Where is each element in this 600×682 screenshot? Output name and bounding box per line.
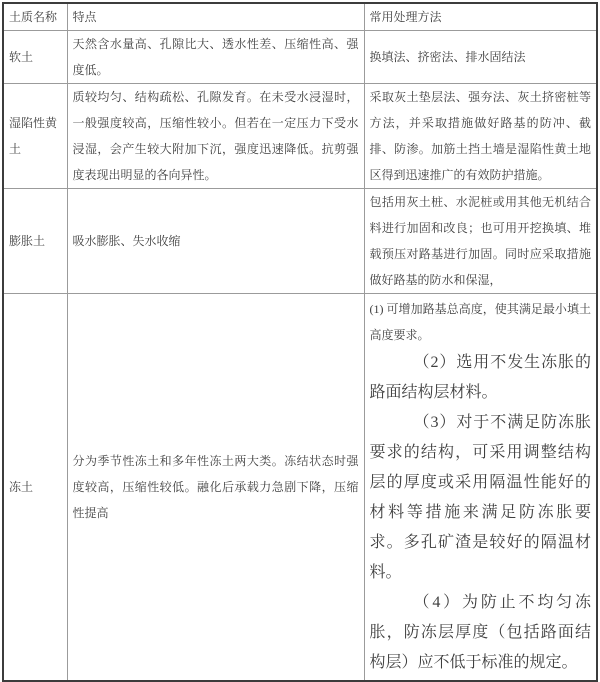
cell-methods: 包括用灰土桩、水泥桩或用其他无机结合料进行加固和改良；也可用开挖换填、堆载预压对路基进行加固。同时应采取措施做好路基的防水和保湿， [364, 189, 597, 294]
table-row-expansive-soil [3, 189, 597, 294]
cell-features: 吸水膨胀、失水收缩 [67, 189, 364, 294]
method-item-4: （4）为防止不均匀冻胀，防冻层厚度（包括路面结构层）应不低于标准的规定。 [369, 594, 591, 671]
cell-soil-name: 膨胀土 [3, 189, 67, 294]
cell-features: 天然含水量高、孔隙比大、透水性差、压缩性高、强度低。 [67, 31, 364, 84]
method-item-3: （3）对于不满足防冻胀要求的结构，可采用调整结构层的厚度或采用隔温性能好的材料等措施来满足防冻胀要求。多孔矿渣是较好的隔温材料。 [369, 414, 591, 581]
header-soil-name: 土质名称 [3, 3, 67, 31]
cell-methods: 换填法、挤密法、排水固结法 [364, 31, 597, 84]
table-row-soft-soil [3, 31, 597, 84]
cell-features: 分为季节性冻土和多年性冻土两大类。冻结状态时强度较高，压缩性较低。融化后承载力急剧下降，压缩性提高 [67, 294, 364, 682]
header-features: 特点 [67, 3, 364, 31]
cell-soil-name: 软土 [3, 31, 67, 84]
cell-methods [364, 294, 597, 682]
method-item-1: (1) 可增加路基总高度，使其满足最小填土高度要求。 [369, 302, 591, 342]
cell-soil-name: 冻土 [3, 294, 67, 682]
table-row-frozen-soil [3, 294, 597, 682]
method-item-2: （2）选用不发生冻胀的路面结构层材料。 [369, 354, 591, 401]
cell-methods: 采取灰土垫层法、强夯法、灰土挤密桩等方法，并采取措施做好路基的防冲、截排、防渗。加筋土挡土墙是湿陷性黄土地区得到迅速推广的有效防护措施。 [364, 84, 597, 189]
table-row-collapsible-loess [3, 84, 597, 189]
soil-treatment-table [2, 2, 598, 682]
table-header-row [3, 3, 597, 31]
cell-features: 质较均匀、结构疏松、孔隙发育。在未受水浸湿时，一般强度较高，压缩性较小。但若在一定压力下受水浸湿，会产生较大附加下沉，强度迅速降低。抗剪强度表现出明显的各向异性。 [67, 84, 364, 189]
cell-soil-name: 湿陷性黄土 [3, 84, 67, 189]
soil-table-container [2, 2, 598, 682]
header-methods: 常用处理方法 [364, 3, 597, 31]
